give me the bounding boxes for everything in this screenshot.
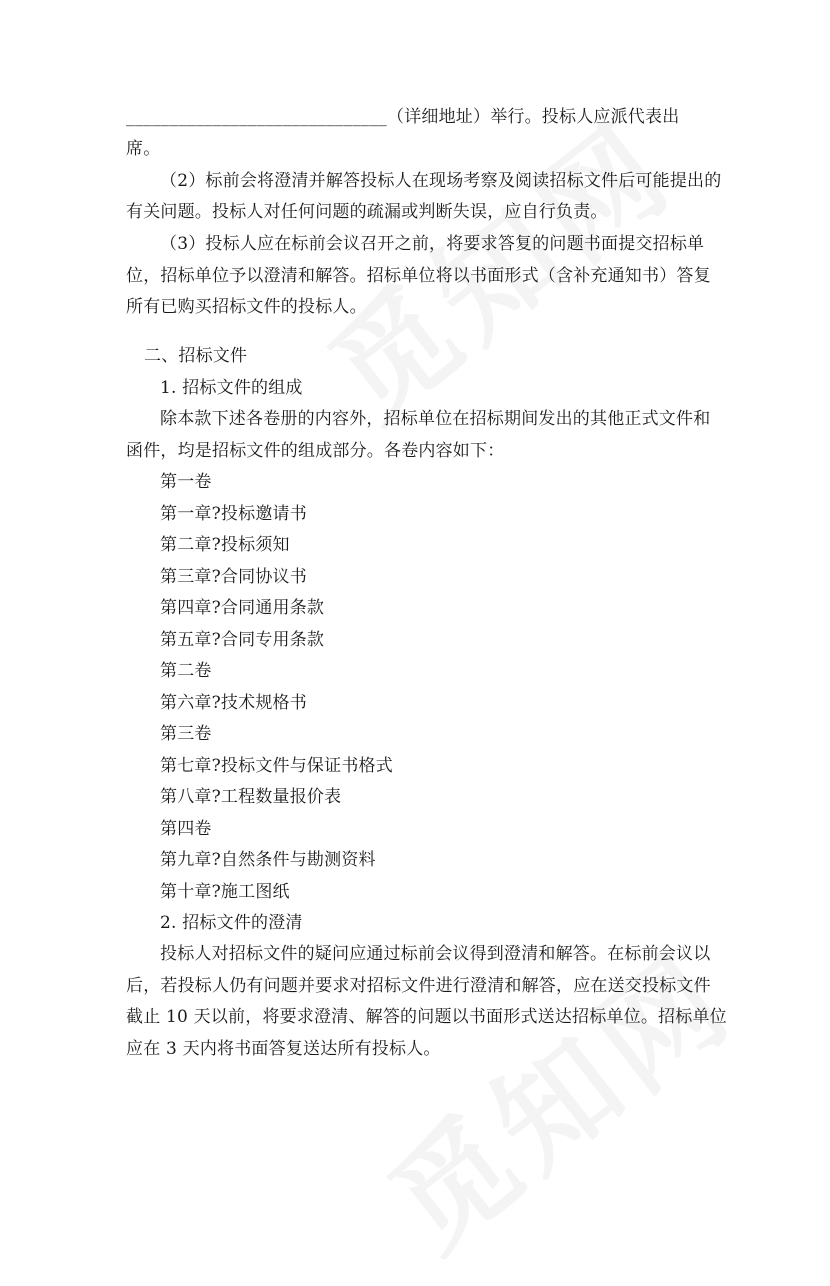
chapter-item: 第九章?自然条件与勘测资料 (160, 850, 376, 870)
text-line: 函件，均是招标文件的组成部分。各卷内容如下： (126, 441, 505, 461)
chapter-item: 第七章?投标文件与保证书格式 (160, 756, 393, 776)
volume-label: 第四卷 (160, 819, 212, 839)
volume-label: 第三卷 (160, 724, 212, 744)
text-line-item-3: （3）投标人应在标前会议召开之前，将要求答复的问题书面提交招标单 (160, 234, 705, 254)
text-line: 截止 10 天以前，将要求澄清、解答的问题以书面形式送达招标单位。招标单位 (126, 1007, 727, 1027)
chapter-item: 第四章?合同通用条款 (160, 598, 325, 618)
text-line: 除本款下述各卷册的内容外，招标单位在招标期间发出的其他正式文件和 (160, 409, 711, 429)
text-line: 后，若投标人仍有问题并要求对招标文件进行澄清和解答，应在送交投标文件 (126, 976, 711, 996)
chapter-item: 第一章?投标邀请书 (160, 504, 307, 524)
text-line: 有关问题。投标人对任何问题的疏漏或判断失误，应自行负责。 (126, 202, 608, 222)
chapter-item: 第十章?施工图纸 (160, 882, 290, 902)
text-line: 所有已购买招标文件的投标人。 (126, 297, 367, 317)
subsection-heading: 1. 招标文件的组成 (160, 378, 303, 398)
chapter-item: 第三章?合同协议书 (160, 567, 307, 587)
chapter-item: 第八章?工程数量报价表 (160, 787, 342, 807)
volume-label: 第一卷 (160, 472, 212, 492)
chapter-item: 第二章?投标须知 (160, 535, 290, 555)
text-line: 席。 (126, 139, 161, 159)
text-line-address: ______________________________（详细地址）举行。投标人应派代表出 (126, 107, 680, 127)
text-line: 应在 3 天内将书面答复送达所有投标人。 (126, 1039, 441, 1059)
chapter-item: 第六章?技术规格书 (160, 693, 307, 713)
chapter-item: 第五章?合同专用条款 (160, 630, 325, 650)
section-heading: 二、招标文件 (144, 346, 248, 366)
subsection-heading: 2. 招标文件的澄清 (160, 913, 303, 933)
text-line-item-2: （2）标前会将澄清并解答投标人在现场考察及阅读招标文件后可能提出的 (160, 171, 722, 191)
volume-label: 第二卷 (160, 661, 212, 681)
text-line: 位，招标单位予以澄清和解答。招标单位将以书面形式（含补充通知书）答复 (126, 266, 711, 286)
text-line: 投标人对招标文件的疑问应通过标前会议得到澄清和解答。在标前会议以 (160, 944, 711, 964)
